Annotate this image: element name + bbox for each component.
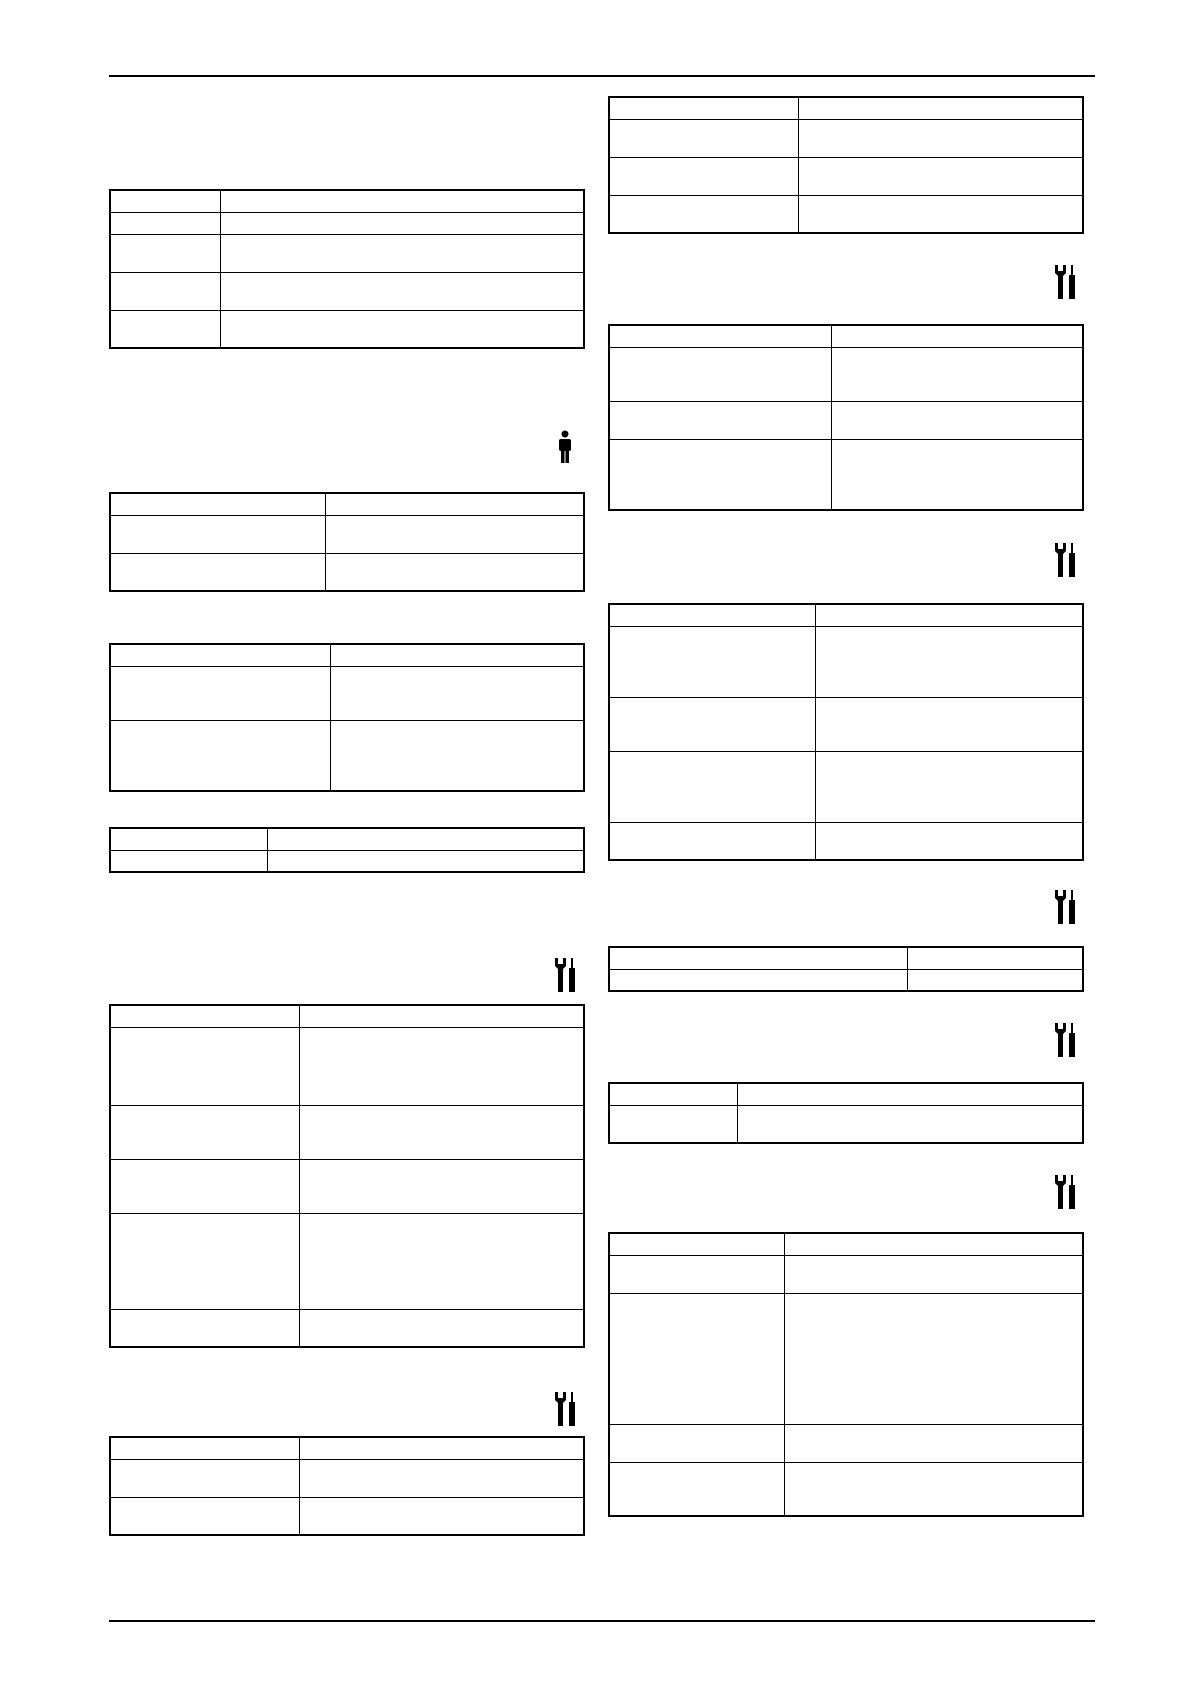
table-cell xyxy=(110,1497,300,1535)
table-cell xyxy=(110,190,220,212)
table-cell xyxy=(110,493,325,515)
table-cell xyxy=(110,644,330,666)
table-cell xyxy=(220,234,584,272)
table-cell xyxy=(799,195,1083,233)
table-cell xyxy=(832,325,1083,347)
table-cell xyxy=(110,212,220,234)
table-cell xyxy=(609,157,799,195)
table-cell xyxy=(907,947,1083,969)
table-cell xyxy=(300,1309,584,1347)
table-cell xyxy=(609,1293,785,1424)
table-row xyxy=(609,439,1083,510)
table-row xyxy=(110,850,584,872)
table-cell xyxy=(609,822,815,860)
table-row xyxy=(110,1309,584,1347)
table-cell xyxy=(609,195,799,233)
table-row xyxy=(609,1293,1083,1424)
table-header-row xyxy=(110,493,584,515)
table-header-row xyxy=(110,1005,584,1027)
table-cell xyxy=(300,1159,584,1213)
table-header-row xyxy=(609,947,1083,969)
table-cell xyxy=(609,751,815,822)
top-rule xyxy=(109,75,1095,77)
table-cell xyxy=(907,969,1083,991)
table-cell xyxy=(815,822,1083,860)
table-right-3 xyxy=(608,603,1084,861)
table-header-row xyxy=(110,1437,584,1459)
table-cell xyxy=(330,666,584,720)
bottom-rule xyxy=(109,1620,1095,1622)
table-cell xyxy=(300,1027,584,1105)
table-right-5 xyxy=(608,1082,1084,1144)
table-row xyxy=(110,1159,584,1213)
table-cell xyxy=(330,720,584,791)
table-left-3 xyxy=(109,643,585,792)
table-row xyxy=(110,212,584,234)
wrench-screwdriver-icon xyxy=(553,1392,577,1426)
table-row xyxy=(609,969,1083,991)
table-cell xyxy=(609,947,907,969)
table-cell xyxy=(300,1005,584,1027)
table-cell xyxy=(815,697,1083,751)
table-right-1 xyxy=(608,96,1084,234)
table-right-2 xyxy=(608,324,1084,511)
table-cell xyxy=(110,234,220,272)
table-cell xyxy=(609,1105,737,1143)
table-cell xyxy=(815,626,1083,697)
table-cell xyxy=(110,1309,300,1347)
table-row xyxy=(110,1459,584,1497)
table-cell xyxy=(785,1462,1083,1516)
table-cell xyxy=(300,1459,584,1497)
table-cell xyxy=(330,644,584,666)
table-cell xyxy=(220,212,584,234)
wrench-screwdriver-icon xyxy=(1053,890,1077,924)
table-cell xyxy=(832,401,1083,439)
table-cell xyxy=(609,347,832,401)
table-cell xyxy=(268,828,584,850)
table-cell xyxy=(220,190,584,212)
table-cell xyxy=(300,1497,584,1535)
table-cell xyxy=(110,272,220,310)
table-row xyxy=(609,1105,1083,1143)
table-row xyxy=(110,1027,584,1105)
table-cell xyxy=(609,1083,737,1105)
table-cell xyxy=(220,272,584,310)
table-cell xyxy=(785,1293,1083,1424)
table-right-6 xyxy=(608,1232,1084,1517)
table-row xyxy=(110,553,584,591)
table-cell xyxy=(110,1459,300,1497)
wrench-screwdriver-icon xyxy=(1053,1023,1077,1057)
table-cell xyxy=(737,1083,1083,1105)
table-cell xyxy=(110,553,325,591)
table-cell xyxy=(815,604,1083,626)
table-cell xyxy=(799,119,1083,157)
table-header-row xyxy=(609,97,1083,119)
table-cell xyxy=(609,697,815,751)
table-cell xyxy=(110,1159,300,1213)
table-cell xyxy=(110,1213,300,1309)
table-cell xyxy=(785,1233,1083,1255)
table-row xyxy=(609,119,1083,157)
table-cell xyxy=(799,97,1083,119)
table-row xyxy=(609,751,1083,822)
table-row xyxy=(110,234,584,272)
table-header-row xyxy=(609,604,1083,626)
table-cell xyxy=(110,720,330,791)
table-header-row xyxy=(609,325,1083,347)
table-header-row xyxy=(609,1233,1083,1255)
table-left-4 xyxy=(109,827,585,873)
table-row xyxy=(110,720,584,791)
table-cell xyxy=(609,1424,785,1462)
table-row xyxy=(110,515,584,553)
table-left-5 xyxy=(109,1004,585,1348)
table-cell xyxy=(609,626,815,697)
table-row xyxy=(609,626,1083,697)
table-row xyxy=(110,666,584,720)
table-header-row xyxy=(609,1083,1083,1105)
table-cell xyxy=(325,515,584,553)
table-cell xyxy=(110,1005,300,1027)
table-cell xyxy=(609,1462,785,1516)
table-header-row xyxy=(110,190,584,212)
wrench-screwdriver-icon xyxy=(1053,543,1077,577)
table-cell xyxy=(609,604,815,626)
table-cell xyxy=(268,850,584,872)
table-row xyxy=(609,697,1083,751)
table-row xyxy=(609,1255,1083,1293)
table-cell xyxy=(110,1105,300,1159)
table-row xyxy=(609,157,1083,195)
table-cell xyxy=(300,1105,584,1159)
table-cell xyxy=(609,119,799,157)
table-cell xyxy=(609,325,832,347)
wrench-screwdriver-icon xyxy=(1053,1175,1077,1209)
table-left-6 xyxy=(109,1436,585,1536)
table-row xyxy=(110,272,584,310)
table-cell xyxy=(609,969,907,991)
table-cell xyxy=(737,1105,1083,1143)
table-row xyxy=(110,1213,584,1309)
table-row xyxy=(110,310,584,348)
table-cell xyxy=(832,347,1083,401)
table-header-row xyxy=(110,828,584,850)
table-cell xyxy=(609,1233,785,1255)
table-row xyxy=(110,1105,584,1159)
table-cell xyxy=(300,1213,584,1309)
table-left-2 xyxy=(109,492,585,592)
table-cell xyxy=(785,1255,1083,1293)
table-row xyxy=(110,1497,584,1535)
table-cell xyxy=(110,666,330,720)
table-cell xyxy=(110,515,325,553)
table-row xyxy=(609,401,1083,439)
wrench-screwdriver-icon xyxy=(1053,265,1077,299)
table-cell xyxy=(110,310,220,348)
table-row xyxy=(609,1462,1083,1516)
table-row xyxy=(609,195,1083,233)
wrench-screwdriver-icon xyxy=(553,958,577,992)
table-cell xyxy=(110,850,268,872)
table-row xyxy=(609,822,1083,860)
table-cell xyxy=(815,751,1083,822)
table-cell xyxy=(325,553,584,591)
table-cell xyxy=(220,310,584,348)
table-right-4 xyxy=(608,946,1084,992)
table-cell xyxy=(799,157,1083,195)
table-cell xyxy=(110,828,268,850)
table-cell xyxy=(609,97,799,119)
table-cell xyxy=(110,1027,300,1105)
person-icon xyxy=(553,430,577,464)
table-cell xyxy=(300,1437,584,1459)
table-cell xyxy=(609,1255,785,1293)
table-header-row xyxy=(110,644,584,666)
table-row xyxy=(609,347,1083,401)
table-cell xyxy=(110,1437,300,1459)
table-row xyxy=(609,1424,1083,1462)
table-cell xyxy=(832,439,1083,510)
table-left-1 xyxy=(109,189,585,349)
table-cell xyxy=(325,493,584,515)
table-cell xyxy=(609,401,832,439)
table-cell xyxy=(609,439,832,510)
table-cell xyxy=(785,1424,1083,1462)
